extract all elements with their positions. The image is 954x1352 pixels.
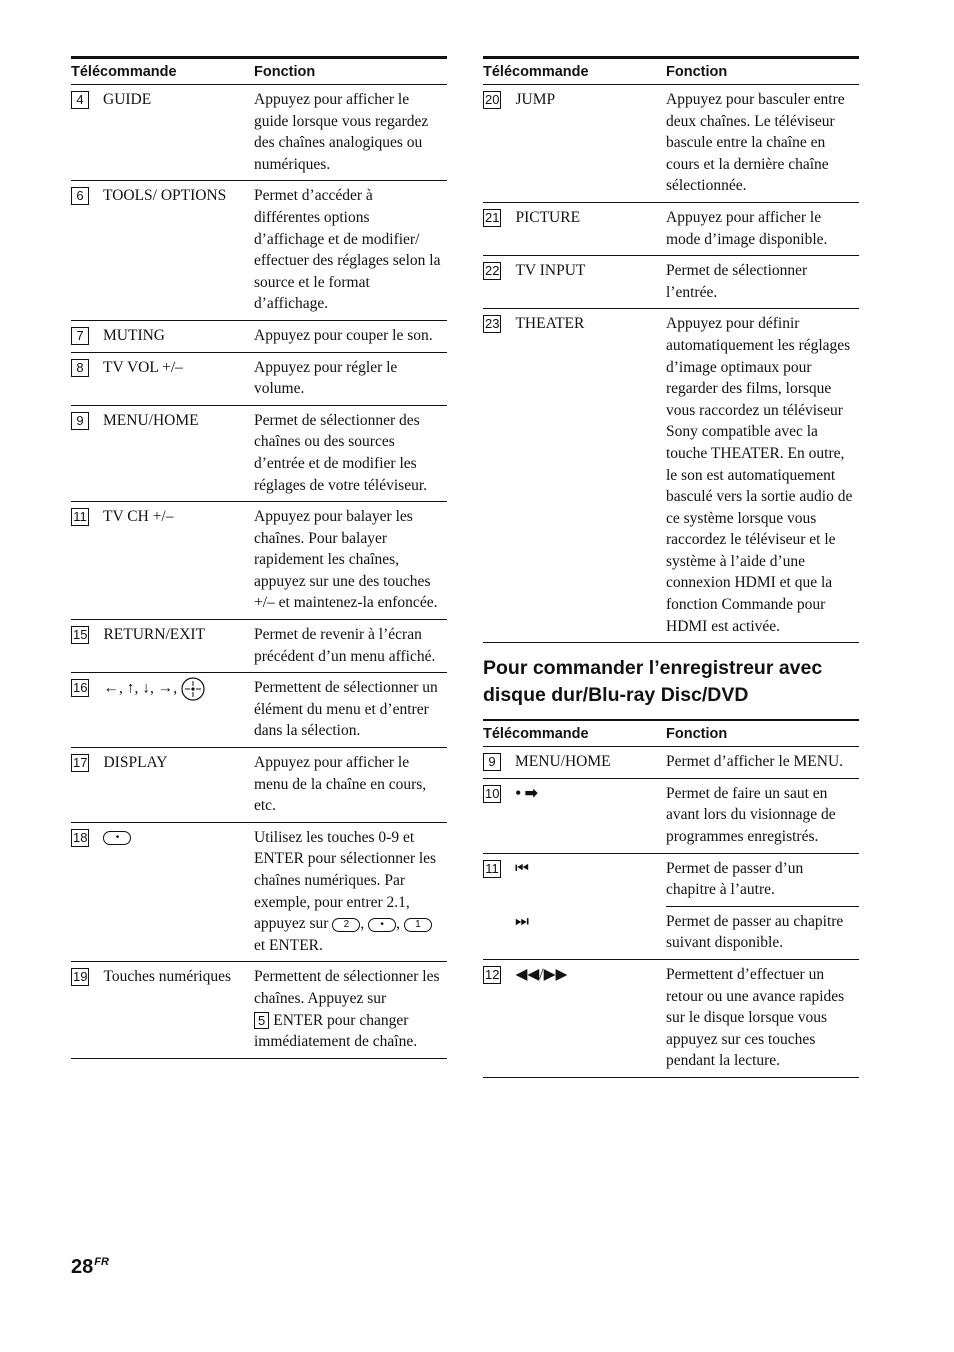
callout-number: 15 (73, 627, 88, 643)
callout-number: 22 (485, 263, 500, 279)
callout-number: 9 (483, 753, 501, 771)
remote-key: MENU/HOME (515, 753, 611, 771)
remote-key: PICTURE (515, 208, 581, 226)
function-text: Utilisez les touches 0-9 et ENTER pour sélectionner les chaînes numériques. Par exemple, pour entrer 2.1, appuyez sur 2 , • , 1 et ENTER. (254, 828, 437, 954)
remote-key: THEATER (515, 315, 585, 333)
callout-number: 20 (485, 92, 500, 107)
table-row (71, 85, 447, 181)
callout-number: 11 (71, 508, 89, 526)
function-text-part: Utilisez les touches 0-9 et ENTER pour sélectionner les chaînes numériques. Par exemple, pour entrer 2.1, appuyez sur (254, 828, 437, 933)
header-function: Fonction (666, 726, 728, 743)
function-text: Appuyez pour afficher le menu de la chaîne en cours, etc. (254, 754, 427, 815)
header-remote: Télécommande (71, 64, 177, 80)
remote-function-table-left (71, 56, 447, 1059)
page-number (71, 1256, 109, 1279)
previous-chapter-icon: ⏮ (515, 859, 529, 877)
function-text: Permet de passer au chapitre suivant disponible. (666, 912, 844, 952)
table-row (483, 85, 859, 203)
remote-key: Touches numériques (103, 968, 232, 986)
left-column (71, 56, 447, 1059)
right-column (483, 56, 859, 1078)
table-row (483, 747, 859, 779)
header-function: Fonction (666, 64, 728, 80)
section-heading: Pour commander l’enregistreur avec disque dur/Blu-ray Disc/DVD (483, 657, 823, 707)
page-lang-code: FR (94, 1256, 109, 1269)
function-text: Permet d’accéder à différentes options d’affichage et de modifier/ effectuer des réglages selon la source et le format d’affichage. (254, 187, 441, 313)
table-row (71, 620, 447, 673)
function-text: Appuyez pour définir automatiquement les réglages d’image optimaux pour regarder des films, lorsque vous raccordez un téléviseur Sony compatible avec la touche THEATER. En outre, le son est automatiquement basculé vers la sortie audio de ce système lorsque vous raccordez le téléviseur et le système à l’aide d’une connexion HDMI et que la fonction Commande pour HDMI est activée. (666, 315, 853, 635)
page-number-value: 28 (71, 1256, 94, 1278)
table-row (71, 673, 447, 748)
table-row (71, 502, 447, 620)
callout-number: 10 (485, 785, 500, 801)
dot-button-icon: • (368, 918, 396, 932)
function-text: Permet de faire un saut en avant lors du visionnage de programmes enregistrés. (666, 784, 836, 846)
table-row (71, 406, 447, 502)
enter-button-icon (181, 677, 205, 701)
function-text: Permet de sélectionner des chaînes ou des sources d’entrée et de modifier les réglages de votre téléviseur. (254, 411, 428, 494)
function-text: Appuyez pour couper le son. (254, 326, 433, 344)
table-row (71, 748, 447, 823)
dot-button-icon: • (103, 831, 131, 845)
remote-key: JUMP (515, 91, 556, 108)
remote-key: MUTING (103, 326, 165, 344)
table-row (483, 960, 859, 1078)
function-text: Permet de passer d’un chapitre à l’autre. (666, 858, 859, 907)
callout-number: 11 (483, 860, 501, 878)
remote-key: TOOLS/ OPTIONS (103, 187, 227, 205)
function-text: Appuyez pour régler le volume. (254, 358, 398, 398)
function-text-part: Permettent de sélectionner les chaînes. Appuyez sur (254, 968, 440, 1007)
button-1-icon: 1 (404, 918, 432, 932)
callout-number: 16 (73, 680, 88, 696)
table-row (483, 907, 859, 960)
table-row (71, 823, 447, 963)
function-text: Permet d’afficher le MENU. (666, 753, 844, 771)
callout-number: 4 (71, 91, 89, 109)
rewind-fast-forward-icon: ◀◀/▶▶ (515, 966, 568, 983)
callout-number: 8 (71, 359, 89, 377)
function-text: Appuyez pour afficher le guide lorsque vous regardez des chaînes analogiques ou numériques. (254, 91, 429, 173)
callout-number-inline: 5 (254, 1012, 269, 1029)
callout-number: 9 (71, 412, 89, 430)
function-text: Appuyez pour basculer entre deux chaînes. Le téléviseur bascule entre la chaîne en cours et la dernière chaîne sélectionnée. (666, 91, 845, 195)
table-row (483, 309, 859, 643)
table-row (71, 353, 447, 406)
remote-key: GUIDE (103, 91, 152, 108)
header-function: Fonction (254, 64, 316, 80)
callout-number: 18 (73, 829, 88, 845)
table-row (483, 854, 859, 907)
function-text-part: ENTER pour changer immédiatement de chaîne. (254, 1011, 418, 1051)
table-row (483, 203, 859, 256)
function-text: Permet de revenir à l’écran précédent d’un menu affiché. (254, 626, 436, 665)
table-row (71, 181, 447, 321)
callout-number-empty (483, 913, 501, 931)
callout-number: 21 (485, 209, 500, 225)
function-text: Appuyez pour balayer les chaînes. Pour balayer rapidement les chaînes, appuyez sur une des touches +/– et maintenez-la enfoncée. (254, 508, 438, 612)
table-header (483, 721, 859, 747)
function-text: Appuyez pour afficher le mode d’image disponible. (666, 208, 828, 248)
remote-key: RETURN/EXIT (103, 626, 206, 644)
table-row (71, 962, 447, 1058)
header-remote: Télécommande (483, 726, 589, 743)
table-row (483, 779, 859, 854)
function-text-part: et ENTER. (254, 936, 323, 954)
recorder-function-table (483, 719, 859, 1078)
function-text: Permettent d’effectuer un retour ou une avance rapides sur le disque lorsque vous appuyez sur ces touches pendant la lecture. (666, 966, 845, 1070)
button-2-icon: 2 (332, 918, 360, 932)
table-header (71, 59, 447, 85)
remote-key: MENU/HOME (103, 411, 199, 429)
callout-number: 6 (71, 187, 89, 205)
remote-key: TV VOL +/– (103, 358, 183, 376)
header-remote: Télécommande (483, 64, 589, 80)
next-chapter-icon: ⏭ (515, 912, 529, 930)
remote-key: TV INPUT (515, 262, 586, 280)
function-text: Permet de sélectionner l’entrée. (666, 262, 808, 301)
callout-number: 23 (485, 316, 500, 332)
remote-key: DISPLAY (103, 754, 168, 772)
function-text: Permettent de sélectionner un élément du menu et d’entrer dans la sélection. (254, 679, 438, 740)
remote-function-table-right (483, 56, 859, 643)
table-header (483, 59, 859, 85)
callout-number: 19 (73, 969, 88, 985)
table-row (71, 321, 447, 353)
callout-number: 17 (73, 755, 88, 771)
table-row (483, 256, 859, 309)
skip-forward-icon: • ➡ (515, 784, 538, 802)
function-text (254, 966, 447, 1052)
callout-number: 12 (485, 967, 500, 982)
callout-number: 7 (71, 327, 89, 345)
remote-key: TV CH +/– (103, 508, 174, 526)
arrow-keys-label: ←, ↑, ↓, →, (103, 679, 178, 697)
